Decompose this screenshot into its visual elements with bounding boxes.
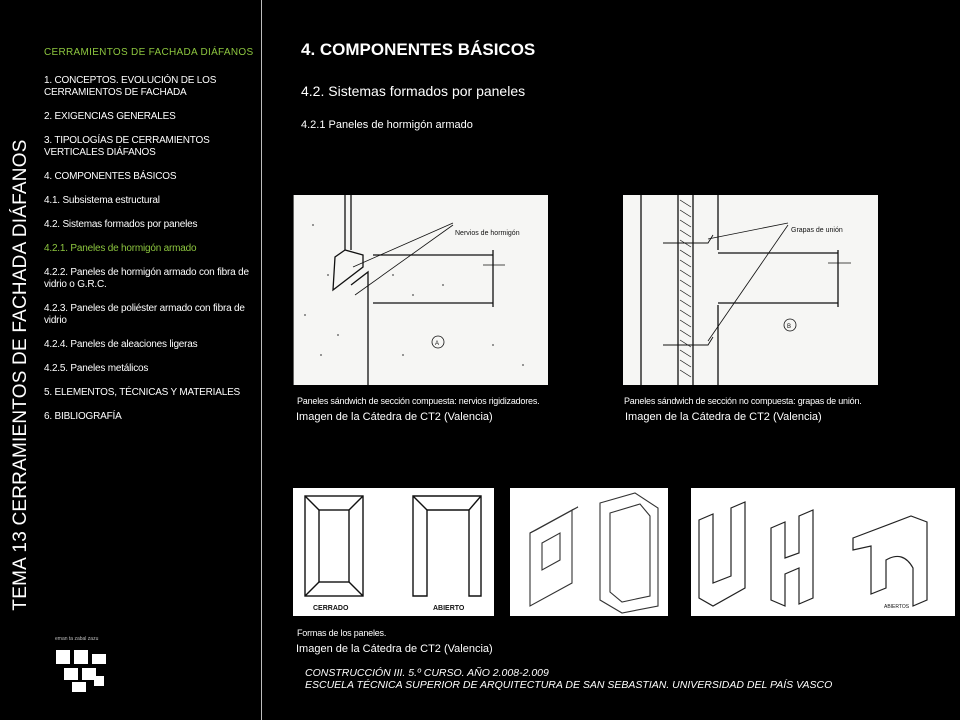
figure-formas-cerrado-abierto xyxy=(293,488,494,616)
fig1-marker: A xyxy=(435,341,440,347)
figure-grapas-union xyxy=(623,195,878,385)
label-abierto: ABIERTO xyxy=(433,605,465,612)
nav-item-exigencias[interactable]: 2. EXIGENCIAS GENERALES xyxy=(44,111,176,122)
nav-item-hormigon-armado[interactable]: 4.2.1. Paneles de hormigón armado xyxy=(44,243,197,254)
nav-heading: CERRAMIENTOS DE FACHADA DIÁFANOS xyxy=(44,47,254,58)
fig2-caption: Paneles sándwich de sección no compuesta: grapas de unión. xyxy=(624,396,862,406)
fig2-marker: B xyxy=(787,324,792,330)
label-abiertos: ABIERTOS xyxy=(884,604,910,610)
fig2-credit: Imagen de la Cátedra de CT2 (Valencia) xyxy=(625,411,822,423)
figure-formas-perspectiva xyxy=(510,488,668,616)
nav-item-aleaciones[interactable]: 4.2.4. Paneles de aleaciones ligeras xyxy=(44,339,198,350)
nav-item-tipologias[interactable]: 3. TIPOLOGÍAS DE CERRAMIENTOS VERTICALES DIÁFANOS xyxy=(44,135,210,158)
section-subtitle: 4.2. Sistemas formados por paneles xyxy=(301,83,526,99)
nav-item-grc[interactable]: 4.2.2. Paneles de hormigón armado con fibra de vidrio o G.R.C. xyxy=(44,267,249,290)
nav-item-metalicos[interactable]: 4.2.5. Paneles metálicos xyxy=(44,363,149,374)
footer xyxy=(305,667,832,691)
page-title: 4. COMPONENTES BÁSICOS xyxy=(301,40,536,59)
nav-item-sistemas-paneles[interactable]: 4.2. Sistemas formados por paneles xyxy=(44,219,198,230)
figure-nervios-rigidizadores xyxy=(293,195,548,385)
nav-item-subsistema[interactable]: 4.1. Subsistema estructural xyxy=(44,195,160,206)
nav-item-elementos[interactable]: 5. ELEMENTOS, TÉCNICAS Y MATERIALES xyxy=(44,387,241,398)
fig1-credit: Imagen de la Cátedra de CT2 (Valencia) xyxy=(296,411,493,423)
nav-item-componentes[interactable]: 4. COMPONENTES BÁSICOS xyxy=(44,171,177,182)
footer-school: ESCUELA TÉCNICA SUPERIOR DE ARQUITECTURA DE SAN SEBASTIAN. UNIVERSIDAD DEL PAÍS VASCO xyxy=(305,679,833,691)
footer-course: CONSTRUCCIÓN III. 5.º CURSO. AÑO 2.008-2.009 xyxy=(305,667,549,679)
label-cerrado: CERRADO xyxy=(313,605,349,612)
vertical-topic-text: TEMA 13 CERRAMIENTOS DE FACHADA DIÁFANOS xyxy=(10,139,31,611)
fig1-callout-label: Nervios de hormigón xyxy=(455,230,520,237)
forms-caption: Formas de los paneles. xyxy=(297,628,387,638)
nav-item-bibliografia[interactable]: 6. BIBLIOGRAFÍA xyxy=(44,411,122,422)
logo-tagline: eman ta zabal zazu xyxy=(55,636,99,642)
sidebar-nav xyxy=(44,47,262,435)
vertical-topic-title xyxy=(6,139,36,611)
fig2-callout-label: Grapas de unión xyxy=(791,227,843,234)
subsection-title: 4.2.1 Paneles de hormigón armado xyxy=(301,119,473,131)
nav-item-poliester[interactable]: 4.2.3. Paneles de poliéster armado con fibra de vidrio xyxy=(44,303,245,326)
university-logo-icon xyxy=(50,632,120,694)
figure-formas-abiertos xyxy=(691,488,955,616)
fig1-caption: Paneles sándwich de sección compuesta: nervios rigidizadores. xyxy=(297,396,540,406)
nav-item-conceptos[interactable]: 1. CONCEPTOS. EVOLUCIÓN DE LOS CERRAMIENTOS DE FACHADA xyxy=(44,75,217,98)
forms-credit: Imagen de la Cátedra de CT2 (Valencia) xyxy=(296,643,493,655)
